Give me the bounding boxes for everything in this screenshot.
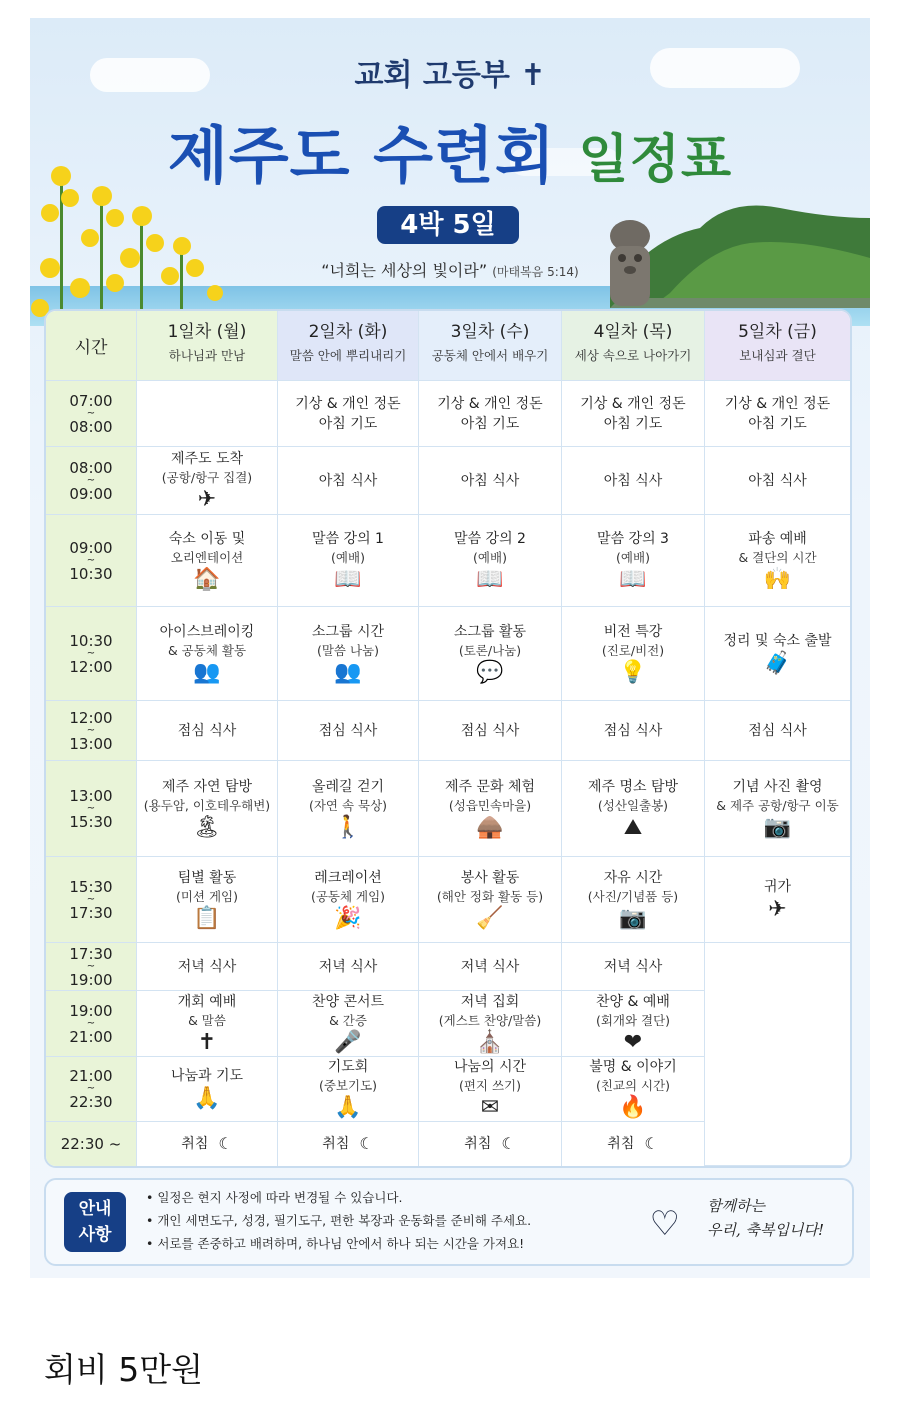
activity-title: 저녁 식사 [318,958,378,975]
activity-icon: ☾ [359,1134,374,1153]
time-end: 21:00 [69,1027,113,1046]
activity-icon: ✉ [480,1095,500,1120]
time-end: 15:30 [69,812,113,831]
day-label: 3일차 (수) [450,322,530,342]
activity-icon: 🔥 [619,1095,647,1120]
activity-title: 저녁 집회 [460,993,520,1010]
day-label: 2일차 (화) [308,322,388,342]
activity-title: 소그룹 활동 [453,623,527,640]
activity-title: 비전 특강 [603,623,663,640]
activity-icon: 👥 [334,659,362,685]
time-start: 07:00 [69,391,113,410]
time-start: 21:00 [69,1067,113,1085]
schedule-row [46,381,850,447]
activity-icon: ⛪ [476,1029,504,1055]
verse-reference: (마태복음 5:14) [492,265,579,279]
day-label: 1일차 (월) [167,322,247,342]
notice-badge [64,1192,126,1252]
day-theme: 하나님과 만남 [168,348,246,363]
time-start: 13:00 [69,786,113,805]
activity-icon: 📖 [476,566,504,592]
schedule-cell [562,943,705,991]
schedule-cell [137,447,278,515]
activity-detail: (공항/항구 집결) [161,469,253,485]
activity-icon: 🧹 [476,905,504,931]
schedule-row [46,515,850,607]
activity-title: 개회 예배 [177,993,237,1010]
time-slot [46,607,137,701]
schedule-cell [137,515,278,607]
activity-icon: 👥 [193,659,221,685]
heart-icon: ♡ [649,1204,680,1244]
activity-title: 아침 식사 [460,472,520,489]
time-separator: ~ [86,474,96,486]
activity-detail: (진로/비전) [601,642,665,658]
time-end: 22:30 [69,1093,113,1111]
activity-title: 제주 문화 체험 [444,778,536,795]
poster [30,18,870,1278]
activity-icon: 💡 [619,659,647,685]
schedule-cell [562,515,705,607]
activity-title: 불명 & 이야기 [589,1059,677,1075]
notice-item: • 개인 세면도구, 성경, 필기도구, 편한 복장과 운동화를 준비해 주세요. [146,1209,531,1232]
time-start: 08:00 [69,458,113,477]
schedule-cell [419,701,562,761]
schedule-row [46,943,850,991]
activity-title: 취침 [464,1136,492,1152]
activity-title: 아침 식사 [318,472,378,489]
activity-detail: (게스트 찬양/말씀) [438,1012,542,1028]
schedule-cell [278,943,419,991]
signature-line1: 함께하는 [707,1197,765,1215]
activity-icon: 🎉 [334,905,362,931]
activity-title: 나눔과 기도 [170,1068,244,1084]
duration-badge: 4박 5일 [377,206,519,244]
schedule-row [46,447,850,515]
schedule-cell [705,857,850,943]
activity-icon: 🎤 [334,1029,362,1055]
time-separator: ~ [86,407,96,419]
activity-icon: ❤ [623,1029,643,1055]
schedule-header-row [46,311,850,381]
activity-title: 저녁 식사 [603,958,663,975]
schedule-cell [137,991,278,1057]
activity-detail: 오리엔테이션 [170,549,244,565]
activity-icon: 🏠 [193,566,221,592]
schedule-cell [419,943,562,991]
activity-title: 팀별 활동 [177,869,237,886]
time-slot [46,1122,137,1166]
schedule-cell [278,701,419,761]
schedule-cell [419,607,562,701]
activity-icon: ✝ [197,1029,217,1055]
activity-detail: 아침 기도 [460,415,520,432]
activity-detail: (미션 게임) [175,888,239,904]
activity-detail: 아침 기도 [603,415,663,432]
activity-detail: 아침 기도 [318,415,378,432]
activity-detail: (예배) [473,549,507,565]
schedule-cell [705,515,850,607]
activity-title: 기념 사진 촬영 [732,778,823,795]
schedule-cell [419,447,562,515]
activity-icon: ⛰ [623,814,643,840]
time-end: 12:00 [69,657,113,676]
time-start: 10:30 [69,631,113,650]
activity-title: 기상 & 개인 정돈 [724,395,831,412]
day-header [705,311,850,381]
activity-icon: ✈ [768,896,787,922]
schedule-cell [137,607,278,701]
schedule-cell [137,943,278,991]
church-label: 교회 고등부 ✝ [354,58,546,93]
activity-title: 점심 식사 [318,722,378,739]
schedule-cell [278,607,419,701]
day-header [278,311,419,381]
activity-detail: & 제주 공항/항구 이동 [716,797,839,813]
activity-title: 기도회 [327,1059,369,1075]
time-end: 09:00 [69,484,113,503]
activity-icon: ☾ [644,1134,659,1153]
day-header [562,311,705,381]
schedule-row [46,857,850,943]
schedule-cell [705,761,850,857]
activity-detail: 아침 기도 [748,415,807,432]
time-separator: ~ [86,802,96,814]
activity-icon: 📋 [193,905,221,931]
schedule-cell [562,857,705,943]
time-slot [46,381,137,447]
activity-detail: (예배) [331,549,365,565]
schedule-cell [137,857,278,943]
activity-detail: (말씀 나눔) [316,642,380,658]
time-separator: ~ [86,647,96,659]
activity-title: 아침 식사 [748,472,807,489]
time-separator: ~ [86,960,96,972]
schedule-cell [705,701,850,761]
activity-title: 말씀 강의 2 [454,530,526,547]
activity-title: 점심 식사 [748,722,807,739]
schedule-cell [562,1122,705,1166]
activity-icon: 🙏 [193,1086,221,1111]
title-main: 제주도 수련회 [167,119,556,192]
schedule-cell [278,857,419,943]
schedule-cell [705,447,850,515]
schedule-cell [278,515,419,607]
activity-detail: (용두암, 이호테우해변) [143,797,271,813]
schedule-cell [419,381,562,447]
schedule-row [46,761,850,857]
schedule-cell [137,381,278,447]
schedule-cell [278,1057,419,1122]
activity-icon: 🛖 [476,814,504,840]
page-title [30,106,870,195]
notice-box [44,1178,854,1266]
time-slot [46,857,137,943]
day-header [137,311,278,381]
time-separator: ~ [86,724,96,736]
schedule-cell [419,515,562,607]
schedule-cell [419,991,562,1057]
activity-icon: 💬 [476,659,504,685]
activity-icon: ☾ [501,1134,516,1153]
time-slot [46,943,137,991]
activity-title: 아이스브레이킹 [159,623,255,640]
day-theme: 공동체 안에서 배우기 [431,348,549,363]
time-column-header: 시간 [46,311,137,381]
activity-title: 제주 명소 탐방 [587,778,679,795]
activity-detail: & 결단의 시간 [738,549,817,565]
schedule-cell [278,1122,419,1166]
activity-title: 저녁 식사 [460,958,520,975]
activity-title: 점심 식사 [460,722,520,739]
time-separator: ~ [86,1017,96,1029]
activity-icon: 📖 [619,566,647,592]
activity-title: 취침 [607,1136,635,1152]
activity-title: 제주도 도착 [170,450,244,467]
activity-title: 점심 식사 [603,722,663,739]
notice-item: • 서로를 존중하고 배려하며, 하나님 안에서 하나 되는 시간을 가져요! [146,1232,531,1255]
activity-icon: 🙌 [763,566,792,592]
activity-detail: (회개와 결단) [595,1012,671,1028]
time-slot [46,1057,137,1122]
schedule-cell [562,761,705,857]
activity-detail: (사진/기념품 등) [587,888,679,904]
empty-cell [705,943,850,1166]
schedule-cell [419,1122,562,1166]
signature-line2: 우리, 축복입니다! [707,1221,824,1239]
time-end: 17:30 [69,903,113,922]
time-start: 15:30 [69,877,113,896]
activity-title: 정리 및 숙소 출발 [723,632,832,649]
activity-icon: 🚶 [334,814,362,840]
activity-title: 제주 자연 탐방 [161,778,253,795]
schedule-cell [278,447,419,515]
activity-icon: 🙏 [334,1095,362,1120]
activity-detail: (편지 쓰기) [458,1078,522,1093]
activity-title: 파송 예배 [748,530,807,547]
verse-text: “너희는 세상의 빛이라” [321,261,488,280]
schedule-row [46,607,850,701]
activity-title: 소그룹 시간 [311,623,385,640]
activity-icon: 📷 [619,905,647,931]
schedule-cell [562,381,705,447]
activity-detail: (중보기도) [318,1078,378,1093]
schedule-cell [278,761,419,857]
activity-detail: & 말씀 [188,1012,226,1028]
time-separator: ~ [86,1083,96,1094]
time-end: 19:00 [69,970,113,989]
schedule-cell [705,381,850,447]
time-start: 09:00 [69,538,113,557]
activity-icon: ☾ [218,1134,233,1153]
fee-text: 회비 5만원 [44,1350,203,1389]
activity-title: 나눔의 시간 [453,1059,527,1075]
activity-title: 기상 & 개인 정돈 [437,395,543,412]
time-slot [46,701,137,761]
activity-title: 자유 시간 [603,869,663,886]
schedule-cell [705,607,850,701]
activity-detail: (공동체 게임) [310,888,386,904]
time-start: 17:30 [69,944,113,963]
activity-detail: & 간증 [329,1012,367,1028]
schedule-cell [562,607,705,701]
day-theme: 말씀 안에 뿌리내리기 [289,348,407,363]
activity-title: 귀가 [763,878,792,895]
time-end: 13:00 [69,734,113,753]
activity-title: 저녁 식사 [177,958,237,975]
schedule-cell [419,857,562,943]
activity-detail: (성읍민속마을) [448,797,532,813]
schedule-cell [137,701,278,761]
activity-detail: (자연 속 묵상) [308,797,388,813]
schedule-table [44,309,852,1168]
time-start: 12:00 [69,708,113,727]
activity-detail: (예배) [616,549,650,565]
schedule-cell [562,991,705,1057]
day-theme: 보내심과 결단 [739,348,816,363]
activity-title: 찬양 콘서트 [311,993,385,1010]
day-theme: 세상 속으로 나아가기 [574,348,692,363]
time-separator: ~ [86,893,96,905]
schedule-cell [278,991,419,1057]
activity-title: 취침 [181,1136,209,1152]
day-header [419,311,562,381]
activity-title: 기상 & 개인 정돈 [295,395,401,412]
activity-title: 점심 식사 [177,722,237,739]
notice-list [146,1186,531,1255]
activity-title: 숙소 이동 및 [168,530,246,547]
activity-icon: 📷 [763,814,792,840]
schedule-cell [137,1122,278,1166]
schedule-cell [419,761,562,857]
time-end: 10:30 [69,564,113,583]
activity-title: 말씀 강의 1 [312,530,384,547]
activity-detail: (해안 정화 활동 등) [436,888,544,904]
activity-detail: (성산일출봉) [597,797,669,813]
schedule-cell [137,1057,278,1122]
schedule-cell [562,1057,705,1122]
activity-icon: 📖 [334,566,362,592]
title-tail: 일정표 [578,130,733,190]
schedule-cell [419,1057,562,1122]
schedule-cell [562,701,705,761]
activity-title: 레크레이션 [314,869,382,886]
signature [707,1194,824,1242]
time-slot [46,761,137,857]
notice-badge-line1: 안내 [78,1199,112,1219]
notice-badge-line2: 사항 [78,1225,112,1245]
schedule-row [46,701,850,761]
activity-title: 기상 & 개인 정돈 [580,395,686,412]
activity-detail: (토론/나눔) [458,642,522,658]
time-end: 08:00 [69,417,113,436]
day-label: 4일차 (목) [593,322,673,342]
activity-title: 봉사 활동 [460,869,520,886]
day-label: 5일차 (금) [738,322,817,342]
time-separator: ~ [86,554,96,566]
activity-title: 찬양 & 예배 [596,993,670,1010]
schedule-cell [562,447,705,515]
activity-icon: 🧳 [763,650,792,676]
activity-title: 취침 [322,1136,350,1152]
notice-item: • 일정은 현지 사정에 따라 변경될 수 있습니다. [146,1186,531,1209]
time-slot [46,447,137,515]
schedule-cell [278,381,419,447]
bible-verse [30,258,870,281]
time-start: 19:00 [69,1001,113,1020]
activity-title: 아침 식사 [603,472,663,489]
activity-title: 말씀 강의 3 [597,530,669,547]
time-slot [46,991,137,1057]
activity-icon: ✈ [197,486,217,512]
time-slot [46,515,137,607]
activity-icon: 🏝 [193,814,221,840]
time-start: 22:30 ~ [60,1135,122,1153]
activity-detail: (친교의 시간) [595,1078,671,1093]
schedule-cell [137,761,278,857]
activity-title: 올레길 걷기 [311,778,385,795]
activity-detail: & 공동체 활동 [167,642,247,658]
